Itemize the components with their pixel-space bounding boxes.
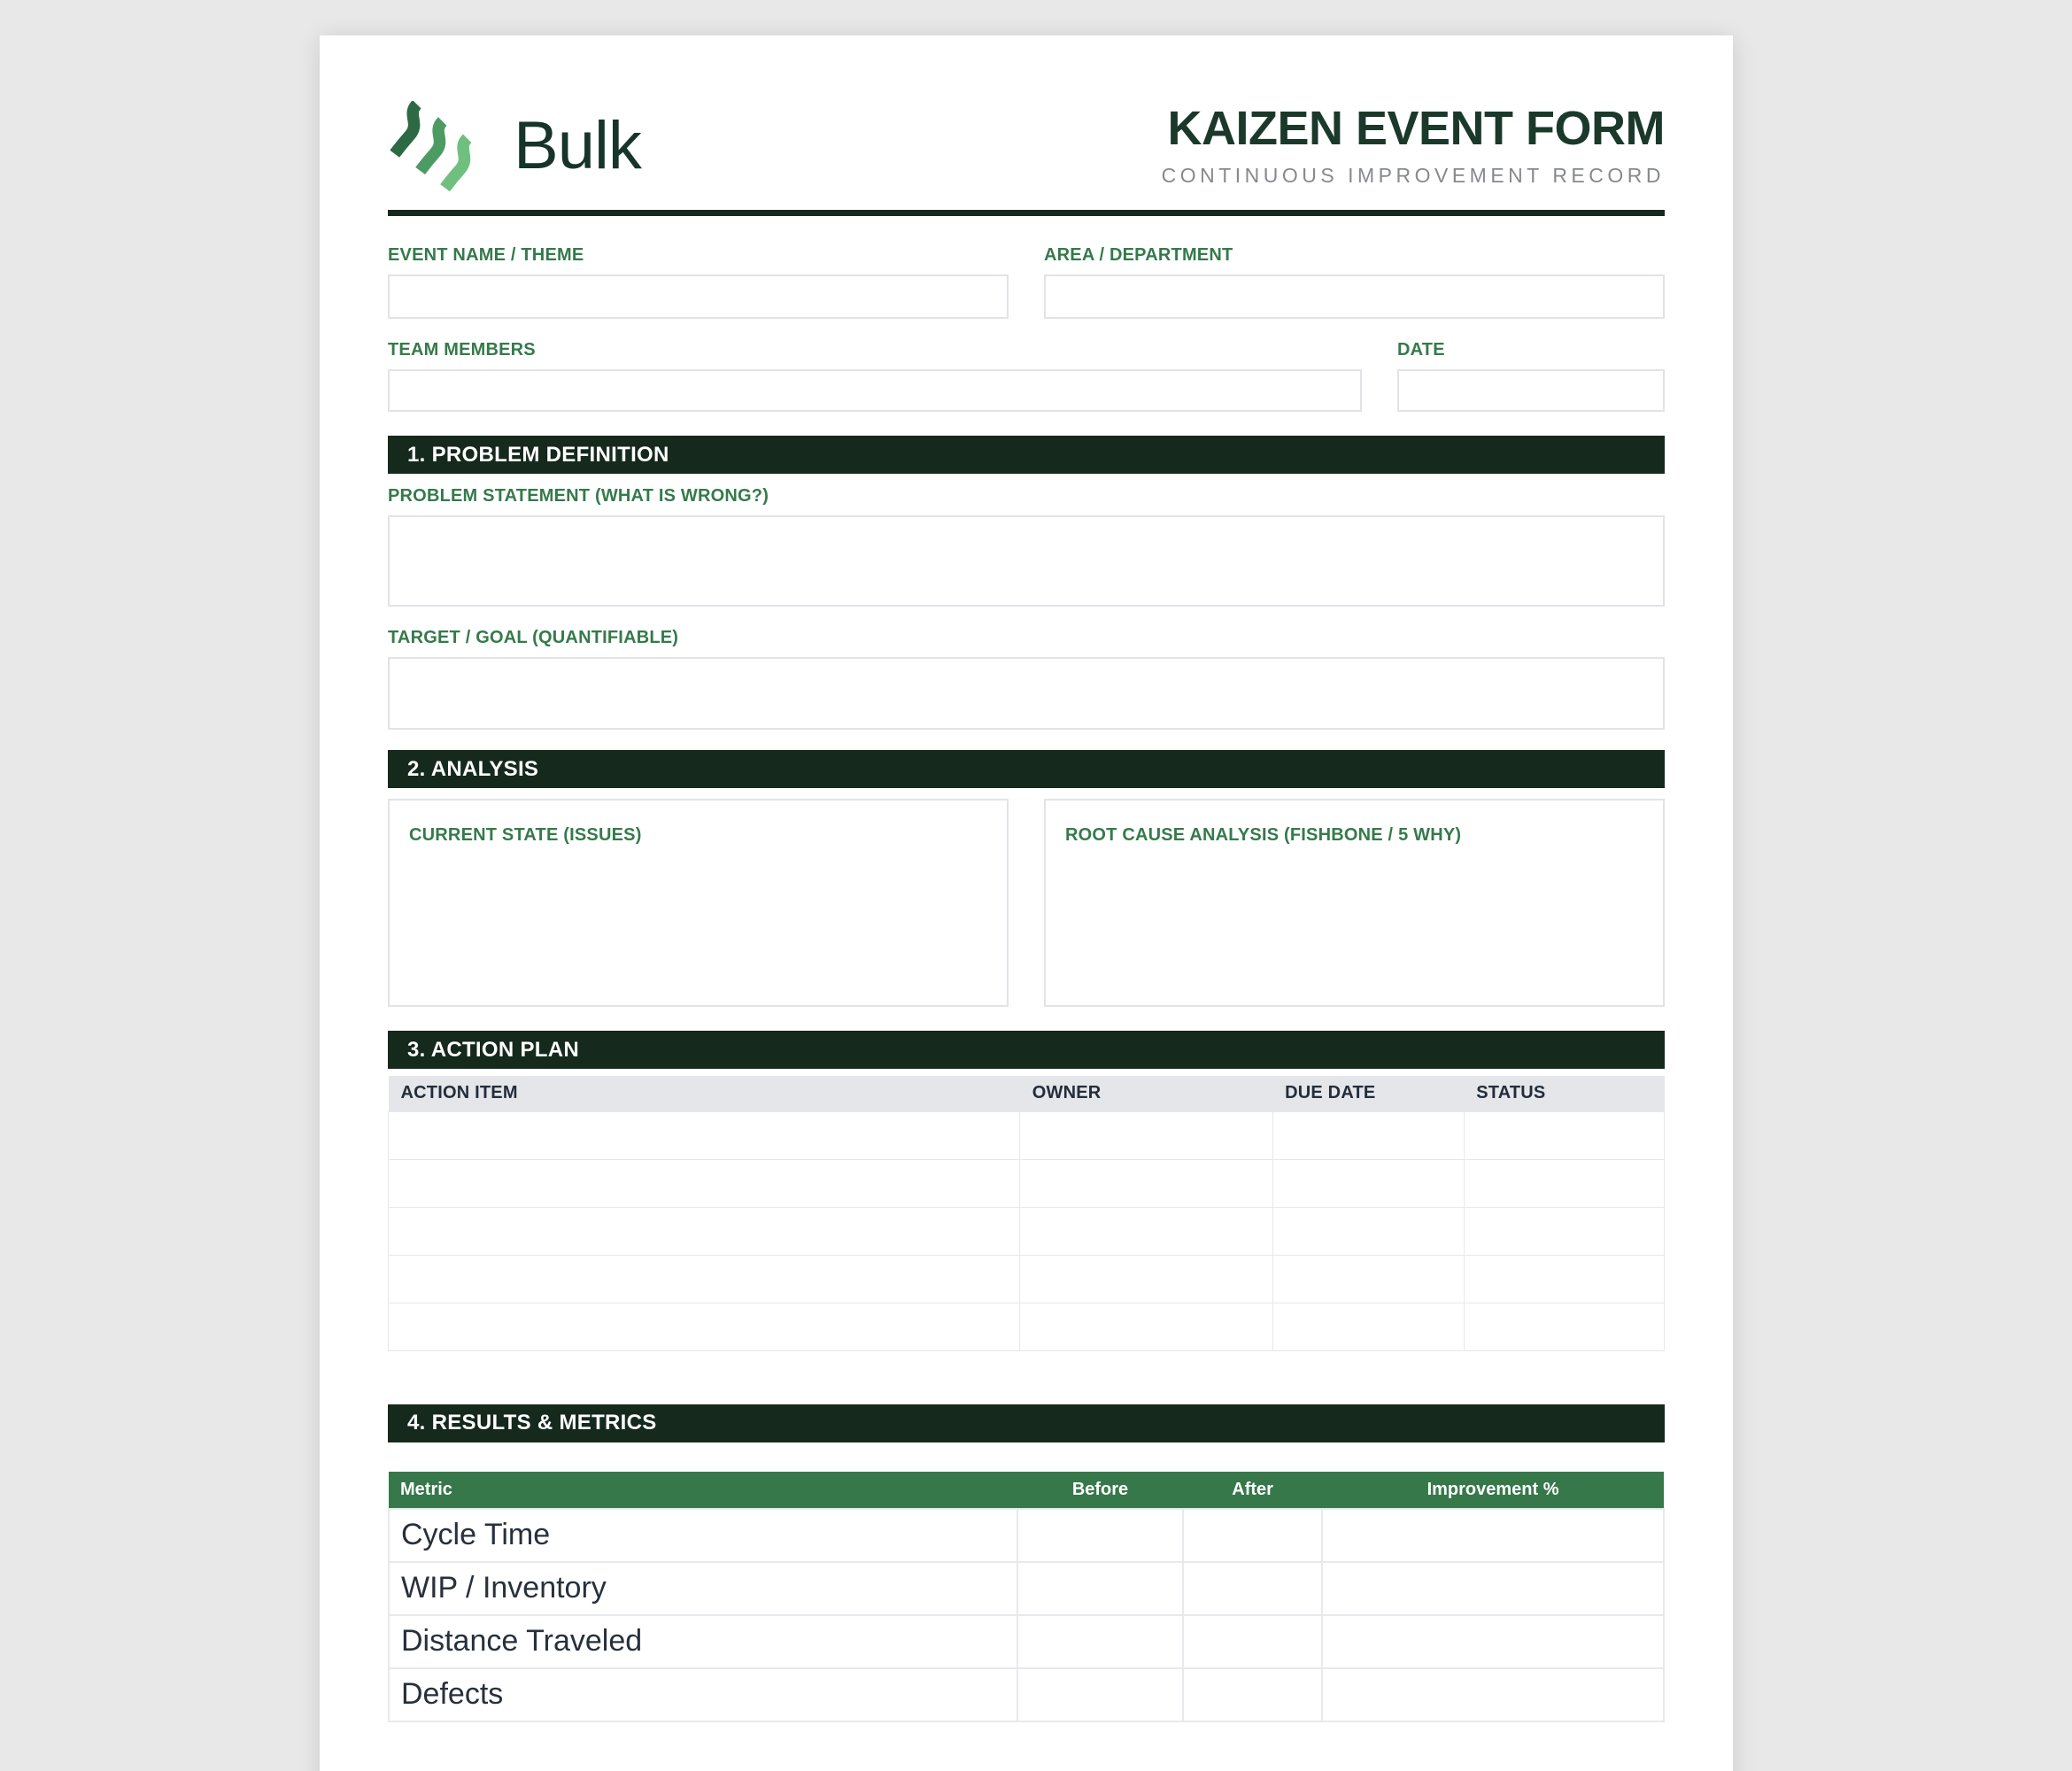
metric-row [389,1509,1664,1562]
problem-statement-label: PROBLEM STATEMENT (WHAT IS WRONG?) [388,486,769,506]
status-cell[interactable] [1464,1303,1664,1350]
section-problem-definition-title: 1. PROBLEM DEFINITION [407,442,669,467]
due-date-header: DUE DATE [1272,1076,1464,1111]
date-input[interactable] [1397,369,1665,412]
metric-row [389,1562,1664,1615]
area-department-input[interactable] [1044,275,1665,319]
before-header: Before [1017,1472,1183,1509]
event-name-input[interactable] [388,275,1009,319]
improvement-cell[interactable] [1322,1562,1664,1615]
current-state-label: CURRENT STATE (ISSUES) [409,825,642,845]
logo [388,101,641,191]
section-results-metrics-bar [388,1404,1665,1442]
action-row [389,1111,1665,1159]
team-members-input[interactable] [388,369,1362,412]
before-cell[interactable] [1017,1615,1183,1668]
logo-text: Bulk [514,108,641,183]
area-department-label: AREA / DEPARTMENT [1044,245,1233,265]
section-action-plan-title: 3. ACTION PLAN [407,1037,579,1062]
metric-name-cell: Cycle Time [389,1509,1017,1562]
area-department-field [1044,245,1665,319]
title-block [1162,104,1665,188]
after-cell[interactable] [1183,1562,1322,1615]
action-row [389,1159,1665,1207]
due-date-cell[interactable] [1272,1207,1464,1255]
metric-name-cell: Defects [389,1668,1017,1721]
fields-row-1 [388,245,1665,319]
metric-row [389,1668,1664,1721]
section-analysis-bar [388,750,1665,788]
status-header: STATUS [1464,1076,1664,1111]
current-state-panel[interactable] [388,799,1009,1007]
team-members-field [388,340,1362,412]
action-row [389,1255,1665,1303]
action-item-cell[interactable] [389,1303,1020,1350]
after-cell[interactable] [1183,1668,1322,1721]
status-cell[interactable] [1464,1255,1664,1303]
after-cell[interactable] [1183,1615,1322,1668]
results-metrics-table [388,1472,1665,1722]
metric-row [389,1615,1664,1668]
page-title: KAIZEN EVENT FORM [1167,102,1665,155]
form-page [320,35,1733,1771]
event-name-field [388,245,1009,319]
improvement-cell[interactable] [1322,1615,1664,1668]
improvement-cell[interactable] [1322,1668,1664,1721]
action-plan-table [388,1076,1665,1351]
before-cell[interactable] [1017,1562,1183,1615]
metric-header: Metric [389,1472,1017,1509]
event-name-label: EVENT NAME / THEME [388,245,584,265]
page-subtitle: CONTINUOUS IMPROVEMENT RECORD [1161,164,1665,187]
owner-cell[interactable] [1020,1207,1272,1255]
status-cell[interactable] [1464,1111,1664,1159]
page-header [388,35,1665,192]
owner-cell[interactable] [1020,1111,1272,1159]
action-plan-header-row [389,1076,1665,1111]
owner-header: OWNER [1020,1076,1272,1111]
due-date-cell[interactable] [1272,1159,1464,1207]
before-cell[interactable] [1017,1509,1183,1562]
owner-cell[interactable] [1020,1303,1272,1350]
analysis-columns [388,799,1665,1007]
before-cell[interactable] [1017,1668,1183,1721]
action-item-cell[interactable] [389,1207,1020,1255]
bulk-logo-icon [388,101,482,191]
target-goal-label: TARGET / GOAL (QUANTIFIABLE) [388,628,679,647]
results-header-row [389,1472,1664,1509]
root-cause-label: ROOT CAUSE ANALYSIS (FISHBONE / 5 WHY) [1065,825,1462,845]
action-item-header: ACTION ITEM [389,1076,1020,1111]
improvement-cell[interactable] [1322,1509,1664,1562]
date-label: DATE [1397,340,1445,360]
section-results-metrics-title: 4. RESULTS & METRICS [407,1411,657,1435]
action-item-cell[interactable] [389,1111,1020,1159]
action-item-cell[interactable] [389,1159,1020,1207]
header-divider [388,210,1665,216]
after-cell[interactable] [1183,1509,1322,1562]
status-cell[interactable] [1464,1159,1664,1207]
improvement-header: Improvement % [1322,1472,1664,1509]
after-header: After [1183,1472,1322,1509]
team-members-label: TEAM MEMBERS [388,340,536,360]
due-date-cell[interactable] [1272,1111,1464,1159]
metric-name-cell: Distance Traveled [389,1615,1017,1668]
due-date-cell[interactable] [1272,1255,1464,1303]
metric-name-cell: WIP / Inventory [389,1562,1017,1615]
due-date-cell[interactable] [1272,1303,1464,1350]
target-goal-textarea[interactable] [388,657,1665,730]
section-problem-definition-bar [388,436,1665,474]
root-cause-panel[interactable] [1044,799,1665,1007]
fields-row-2 [388,340,1665,412]
owner-cell[interactable] [1020,1159,1272,1207]
status-cell[interactable] [1464,1207,1664,1255]
date-field [1397,340,1665,412]
action-row [389,1207,1665,1255]
problem-statement-textarea[interactable] [388,515,1665,607]
owner-cell[interactable] [1020,1255,1272,1303]
action-row [389,1303,1665,1350]
section-action-plan-bar [388,1031,1665,1069]
action-item-cell[interactable] [389,1255,1020,1303]
section-analysis-title: 2. ANALYSIS [407,756,539,781]
